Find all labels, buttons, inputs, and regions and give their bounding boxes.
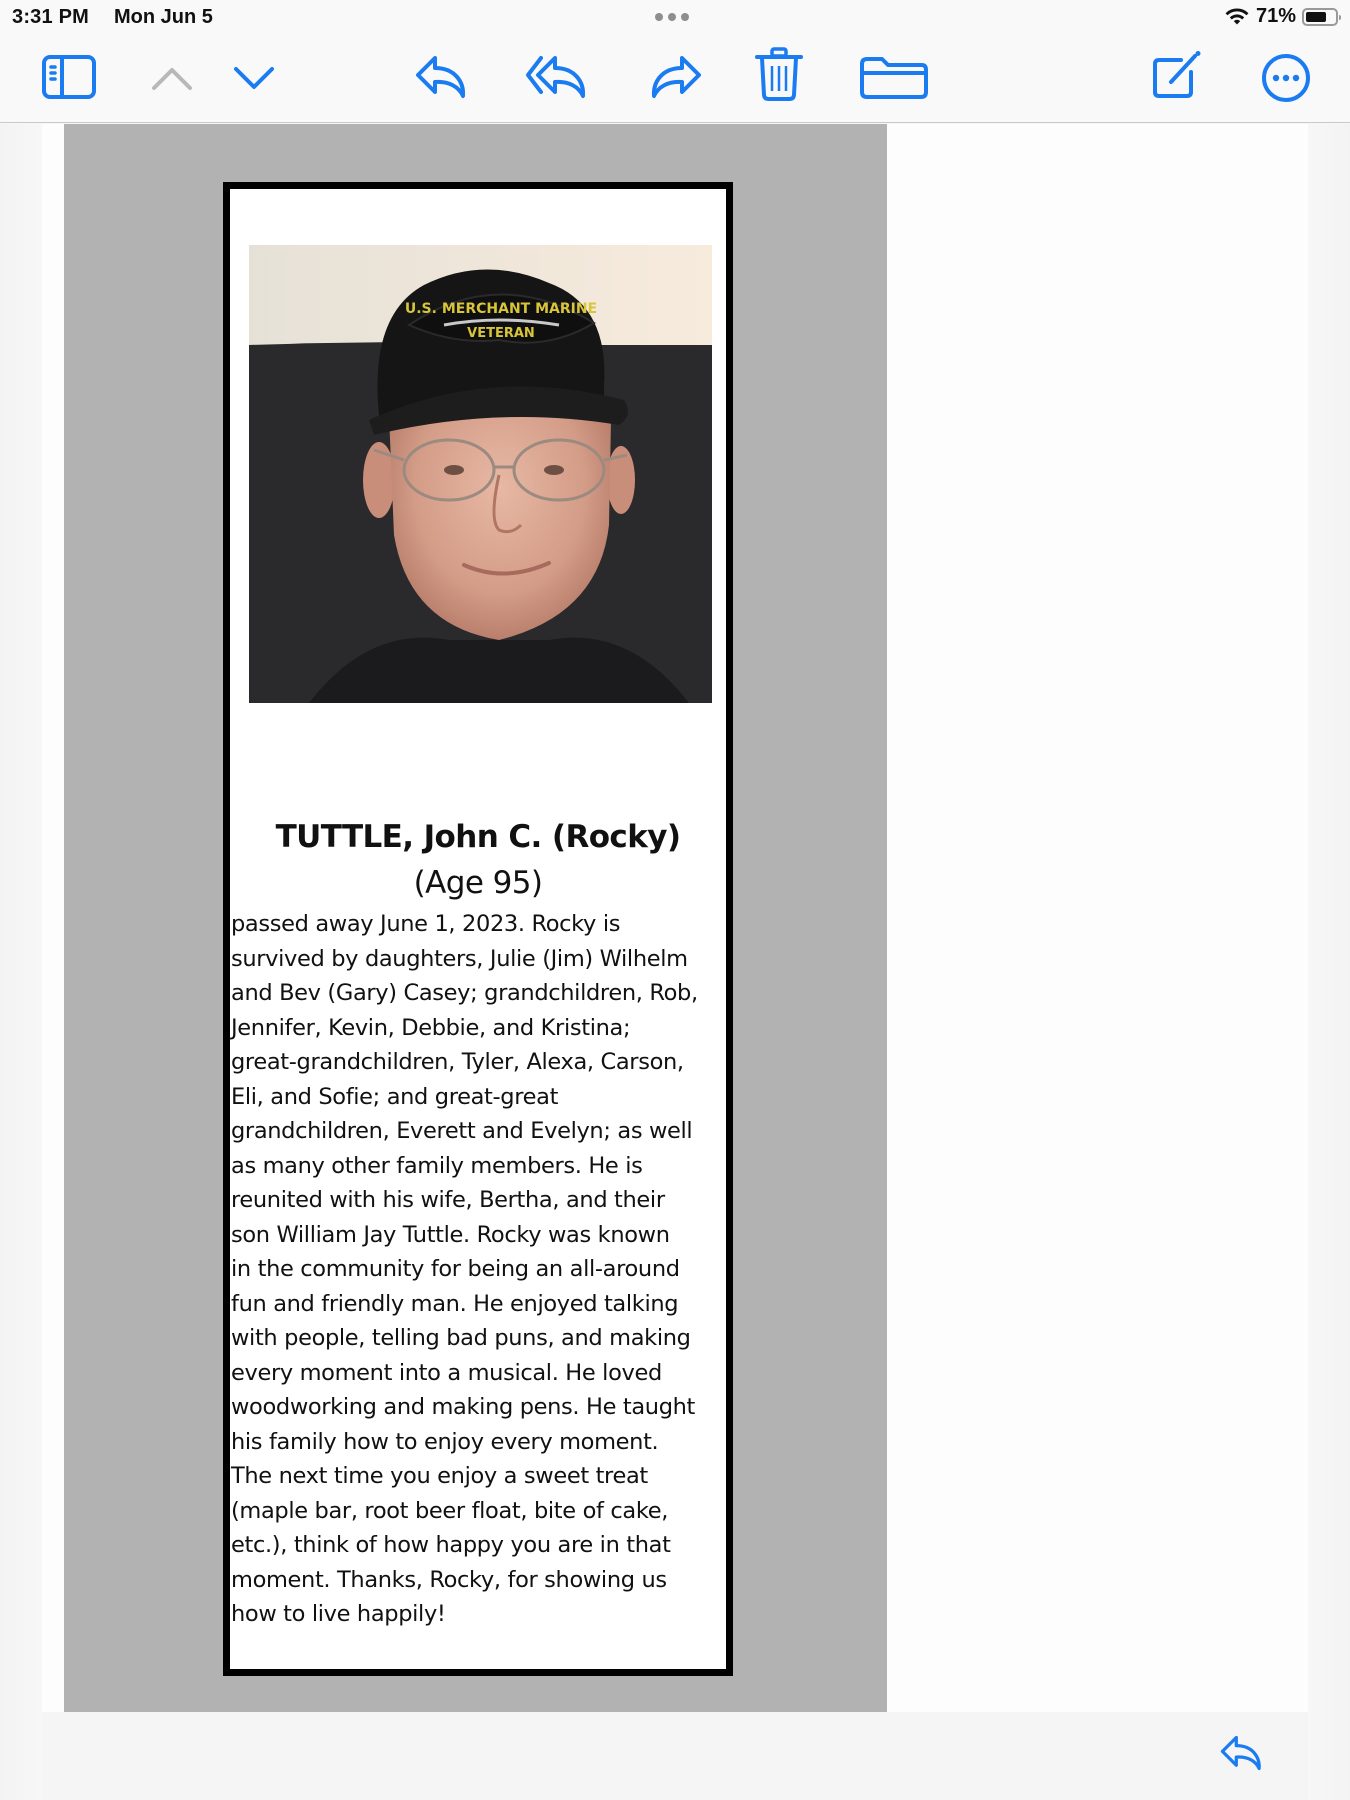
obituary-line: son William Jay Tuttle. Rocky was known <box>231 1221 670 1248</box>
reply-icon[interactable] <box>1220 1734 1264 1772</box>
obituary-line: his family how to enjoy every moment. <box>231 1428 659 1455</box>
status-date: Mon Jun 5 <box>114 6 213 28</box>
obituary-line: fun and friendly man. He enjoyed talking <box>231 1290 679 1317</box>
multitasking-dots[interactable] <box>655 13 689 21</box>
obituary-line: every moment into a musical. He loved <box>231 1359 662 1386</box>
reply-all-icon[interactable] <box>525 54 591 100</box>
status-time: 3:31 PM <box>12 6 89 28</box>
obituary-line: passed away June 1, 2023. Rocky is <box>231 911 621 937</box>
obituary-line: with people, telling bad puns, and making <box>231 1325 691 1351</box>
top-bar <box>0 0 1350 123</box>
wifi-icon <box>1224 7 1250 27</box>
obituary-line: Eli, and Sofie; and great-great <box>231 1083 559 1110</box>
obituary-line: as many other family members. He is <box>231 1152 643 1179</box>
status-indicators <box>1224 5 1338 28</box>
obituary-line: Jennifer, Kevin, Debbie, and Kristina; <box>231 1014 631 1041</box>
obituary-card <box>223 182 733 1676</box>
reply-icon[interactable] <box>415 54 469 100</box>
obituary-line: (maple bar, root beer float, bite of cake, <box>231 1497 668 1524</box>
obituary-line: and Bev (Gary) Casey; grandchildren, Rob, <box>231 980 698 1006</box>
obituary-line: grandchildren, Everett and Evelyn; as well <box>231 1118 693 1144</box>
compose-icon[interactable] <box>1151 50 1203 100</box>
obituary-photo <box>249 245 712 703</box>
message-footer <box>42 1712 1308 1800</box>
cap-text-top: U.S. MERCHANT MARINE <box>404 301 598 317</box>
obituary-line: survived by daughters, Julie (Jim) Wilhelm <box>231 945 688 972</box>
obituary-text <box>231 907 727 1632</box>
battery-percentage: 71% <box>1255 5 1296 27</box>
chevron-up-icon[interactable] <box>150 66 194 92</box>
obituary-line: etc.), think of how happy you are in that <box>231 1532 671 1558</box>
chevron-down-icon[interactable] <box>232 65 276 91</box>
obituary-line: in the community for being an all-around <box>231 1256 680 1282</box>
more-icon[interactable] <box>1261 53 1311 103</box>
left-margin <box>0 124 42 1800</box>
obituary-line: great-grandchildren, Tyler, Alexa, Carson, <box>231 1049 684 1075</box>
obituary-line: how to live happily! <box>231 1601 446 1627</box>
obituary-line: woodworking and making pens. He taught <box>231 1394 696 1420</box>
obituary-line: moment. Thanks, Rocky, for showing us <box>231 1566 667 1593</box>
folder-icon[interactable] <box>858 56 930 100</box>
obituary-age: (Age 95) <box>413 865 543 901</box>
battery-icon <box>1302 8 1338 26</box>
obituary-line: The next time you enjoy a sweet treat <box>231 1463 648 1489</box>
sidebar-icon[interactable] <box>42 55 96 99</box>
right-margin <box>1308 124 1350 1800</box>
obituary-name: TUTTLE, John C. (Rocky) <box>275 819 681 855</box>
forward-icon[interactable] <box>648 54 702 100</box>
obituary-line: reunited with his wife, Bertha, and their <box>231 1187 665 1213</box>
trash-icon[interactable] <box>755 47 803 102</box>
cap-text-bottom: VETERAN <box>467 326 535 341</box>
